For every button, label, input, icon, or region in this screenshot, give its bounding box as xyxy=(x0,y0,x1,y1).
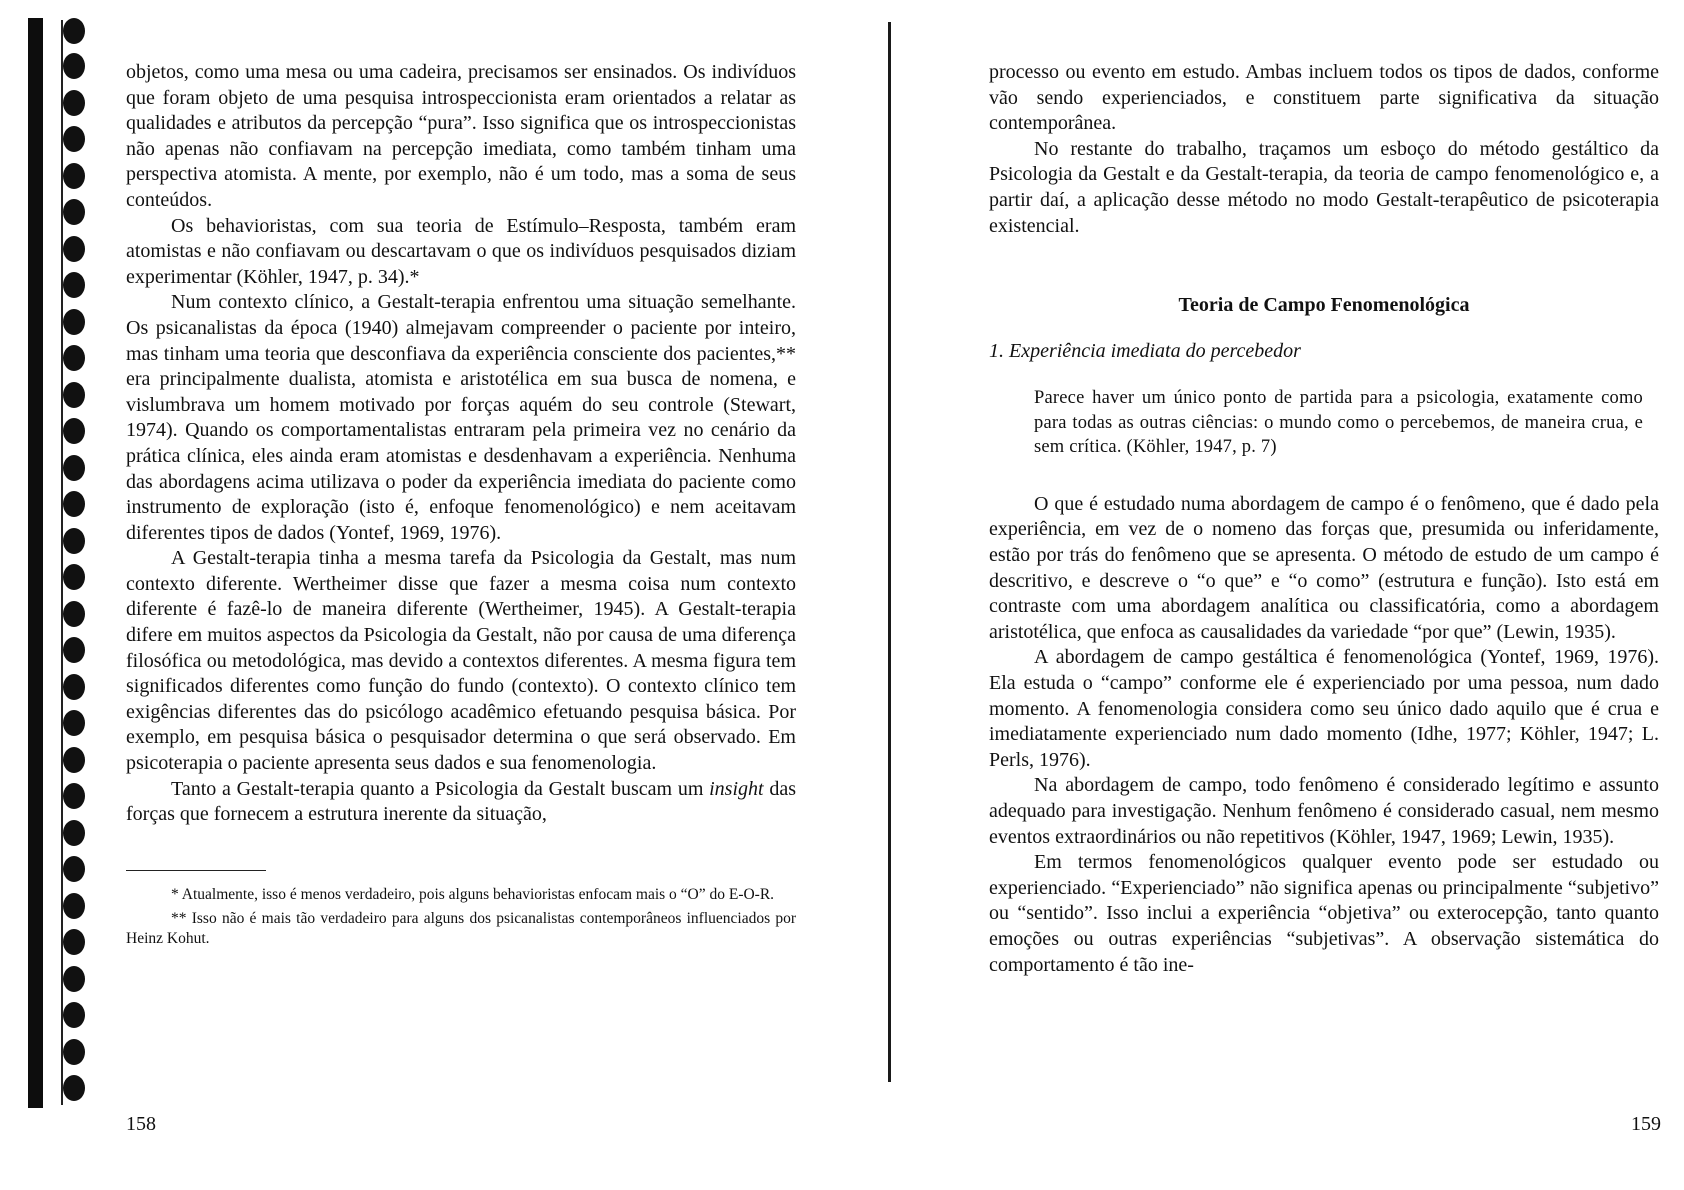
paragraph-text: Tanto a Gestalt-terapia quanto a Psicologia da Gestalt buscam um xyxy=(171,777,710,800)
binding-dot xyxy=(63,856,85,882)
binding-dot xyxy=(63,783,85,809)
binding-dot xyxy=(63,674,85,700)
binding-dot xyxy=(63,966,85,992)
binding-dot xyxy=(63,163,85,189)
page-number: 159 xyxy=(1631,1113,1661,1135)
binding-dot xyxy=(63,272,85,298)
left-page xyxy=(126,60,796,949)
page-number: 158 xyxy=(126,1113,156,1135)
paragraph: No restante do trabalho, traçamos um esboço do método gestáltico da Psicologia da Gestalt e da Gestalt-terapia, da teoria de campo fenomenológico e, a partir daí, a aplicação desse método no modo Gestalt-terapêutico de psicoterapia existencial. xyxy=(989,137,1659,237)
binding-dot xyxy=(63,893,85,919)
binding-dot xyxy=(63,382,85,408)
binding-dot xyxy=(63,199,85,225)
right-page xyxy=(989,60,1659,978)
section-heading: Teoria de Campo Fenomenológica xyxy=(1178,294,1470,317)
center-gutter-line xyxy=(888,22,891,1082)
binding-dot xyxy=(63,491,85,517)
paragraph: A abordagem de campo gestáltica é fenomenológica (Yontef, 1969, 1976). Ela estuda o “campo” conforme ele é experienciado por uma pessoa, num dado momento. A fenomenologia considera como seu único dado aquilo que é crua e imediatamente experienciado num dado momento (Idhe, 1977; Köhler, 1947; L. Perls, 1976). xyxy=(989,646,1659,771)
binding-dot xyxy=(63,345,85,371)
paragraph: Em termos fenomenológicos qualquer evento pode ser estudado ou experienciado. “Experienciado” não significa apenas ou principalmente “subjetivo” ou “sentido”. Isso inclui a experiência “objetiva” ou exterocepção, tanto quanto emoções ou outras experiências “subjetivas”. A observação sistemática do comportamento é tão ine- xyxy=(989,851,1659,976)
binding-dot xyxy=(63,564,85,590)
binding-dot xyxy=(63,1075,85,1101)
binding-dot xyxy=(63,929,85,955)
paragraph: A Gestalt-terapia tinha a mesma tarefa da Psicologia da Gestalt, mas num contexto diferente. Wertheimer disse que fazer a mesma coisa num contexto diferente é fazê-lo de maneira diferente (Wertheimer, 1945). A Gestalt-terapia difere em muitos aspectos da Psicologia da Gestalt, não por causa de uma diferença filosófica ou metodológica, mas devido a contextos diferentes. A mesma figura tem significados diferentes como função do fundo (contexto). O contexto clínico tem exigências diferentes das do psicólogo acadêmico efetuando pesquisa básica. Por exemplo, em pesquisa básica o pesquisador determina o que será observado. Em psicoterapia o paciente apresenta seus dados e sua fenomenologia. xyxy=(126,547,796,775)
subsection-heading: 1. Experiência imediata do percebedor xyxy=(989,339,1301,362)
binding-dot xyxy=(63,820,85,846)
binding-dot xyxy=(63,528,85,554)
paragraph: Os behavioristas, com sua teoria de Estímulo–Resposta, também eram atomistas e não confiavam ou descartavam o que os indivíduos pesquisados diziam experimentar (Köhler, 1947, p. 34).* xyxy=(126,214,796,288)
footnote: ** Isso não é mais tão verdadeiro para alguns dos psicanalistas contemporâneos influenciados por Heinz Kohut. xyxy=(126,909,796,947)
binding-dot xyxy=(63,90,85,116)
paragraph xyxy=(126,777,796,828)
binding-dot xyxy=(63,236,85,262)
paragraph: O que é estudado numa abordagem de campo é o fenômeno, que é dado pela experiência, em vez de o nomeno das forças que, presumida ou inferidamente, estão por trás do fenômeno que se apresenta. O método de estudo de um campo é descritivo, e descreve o “o que” e “o como” (estrutura e função). Isto está em contraste com uma abordagem analítica ou classificatória, como a abordagem aristotélica, que enfoca as causalidades da variedade “por que” (Lewin, 1935). xyxy=(989,492,1659,643)
binding-dot xyxy=(63,747,85,773)
binding-dot xyxy=(63,455,85,481)
binding-dot xyxy=(63,309,85,335)
emphasis-text: insight xyxy=(709,777,764,800)
spiral-binding-dots xyxy=(63,18,89,1108)
paragraph: Num contexto clínico, a Gestalt-terapia enfrentou uma situação semelhante. Os psicanalistas da época (1940) almejavam compreender o paciente por inteiro, mas tinham uma teoria que desconfiava da experiência consciente dos pacientes,** era principalmente dualista, atomista e aristotélica em sua busca de nomena, e vislumbrava um homem motivado por forças aquém do seu controle (Stewart, 1974). Quando os comportamentalistas entraram pela primeira vez no cenário da prática clínica, eles ainda eram atomistas e desdenhavam a experiência. Nenhuma das abordagens acima utilizava o poder da experiência imediata do paciente como instrumento de exploração (isto é, enfoque fenomenológico) e nem aceitavam diferentes tipos de dados (Yontef, 1969, 1976). xyxy=(126,291,796,544)
binding-dot xyxy=(63,1039,85,1065)
paragraph: Na abordagem de campo, todo fenômeno é considerado legítimo e assunto adequado para investigação. Nenhum fenômeno é considerado casual, nem mesmo eventos extraordinários ou não repetitivos (Köhler, 1947, 1969; Lewin, 1935). xyxy=(989,774,1659,848)
binding-dot xyxy=(63,601,85,627)
paragraph: processo ou evento em estudo. Ambas incluem todos os tipos de dados, conforme vão sendo experienciados, e constituem parte significativa da situação contemporânea. xyxy=(989,61,1659,135)
paragraph-text: das forças que fornecem a estrutura inerente da situação, xyxy=(126,777,796,826)
binding-dot xyxy=(63,1002,85,1028)
binding-dot xyxy=(63,418,85,444)
binding-dot xyxy=(63,126,85,152)
binding-bar xyxy=(28,18,43,1108)
binding-dot xyxy=(63,53,85,79)
block-quote: Parece haver um único ponto de partida para a psicologia, exatamente como para todas as outras ciências: o mundo como o percebemos, de maneira crua, e sem crítica. (Köhler, 1947, p. 7) xyxy=(1034,388,1643,458)
footnote: * Atualmente, isso é menos verdadeiro, pois alguns behavioristas enfocam mais o “O” do E-O-R. xyxy=(171,885,775,903)
binding-dot xyxy=(63,710,85,736)
footnote-divider xyxy=(126,870,266,871)
binding-dot xyxy=(63,637,85,663)
paragraph: objetos, como uma mesa ou uma cadeira, precisamos ser ensinados. Os indivíduos que foram objeto de uma pesquisa introspeccionista eram orientados a relatar as qualidades e atributos da percepção “pura”. Isso significa que os introspeccionistas não apenas não confiavam na percepção imediata, como também tinham uma perspectiva atomista. A mente, por exemplo, não é um todo, mas a soma de seus conteúdos. xyxy=(126,61,796,211)
binding-dot xyxy=(63,18,85,44)
